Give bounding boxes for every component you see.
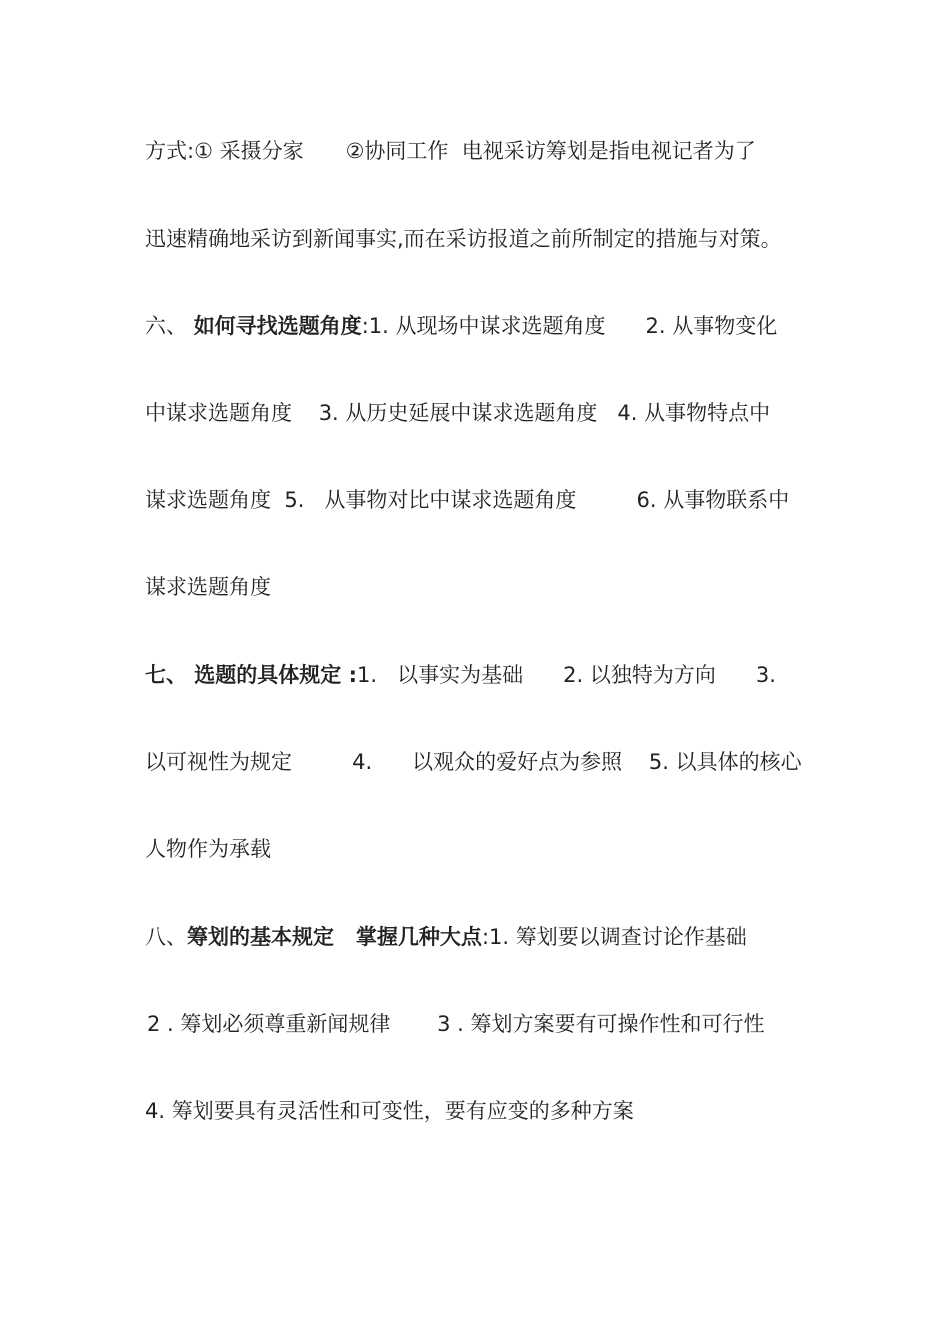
section-body: :1. 从现场中谋求选题角度 2. 从事物变化: [361, 314, 778, 338]
section-body: 1. 以事实为基础 2. 以独特为方向 3.: [357, 663, 776, 687]
section-number: 八、: [145, 925, 187, 949]
section-body: :1. 筹划要以调查讨论作基础: [481, 925, 747, 949]
section-heading-line: [145, 311, 825, 341]
section-heading-line: [145, 922, 825, 952]
text-line: 2 . 筹划必须尊重新闻规律 3 . 筹划方案要有可操作性和可行性: [147, 1012, 765, 1036]
text-line: 4. 筹划要具有灵活性和可变性，要有应变的多种方案: [145, 1099, 634, 1123]
text-line: 谋求选题角度 5. 从事物对比中谋求选题角度 6. 从事物联系中: [145, 488, 790, 512]
section-title: 如何寻找选题角度: [193, 314, 362, 338]
text-line: 中谋求选题角度 3. 从历史延展中谋求选题角度 4. 从事物特点中: [145, 401, 771, 425]
text-line: 以可视性为规定 4. 以观众的爱好点为参照 5. 以具体的核心: [145, 750, 802, 774]
text-line: 迅速精确地采访到新闻事实,而在采访报道之前所制定的措施与对策。: [145, 227, 782, 251]
section-title: 七、 选题的具体规定 :: [145, 663, 358, 687]
section-heading-line: [145, 660, 825, 690]
text-line: 方式:① 采摄分家 ②协同工作 电视采访筹划是指电视记者为了: [145, 139, 756, 163]
text-line: 谋求选题角度: [145, 575, 271, 599]
text-line: 人物作为承载: [145, 837, 271, 861]
section-number: 六、: [145, 314, 194, 338]
section-title: 筹划的基本规定 掌握几种大点: [187, 925, 482, 949]
